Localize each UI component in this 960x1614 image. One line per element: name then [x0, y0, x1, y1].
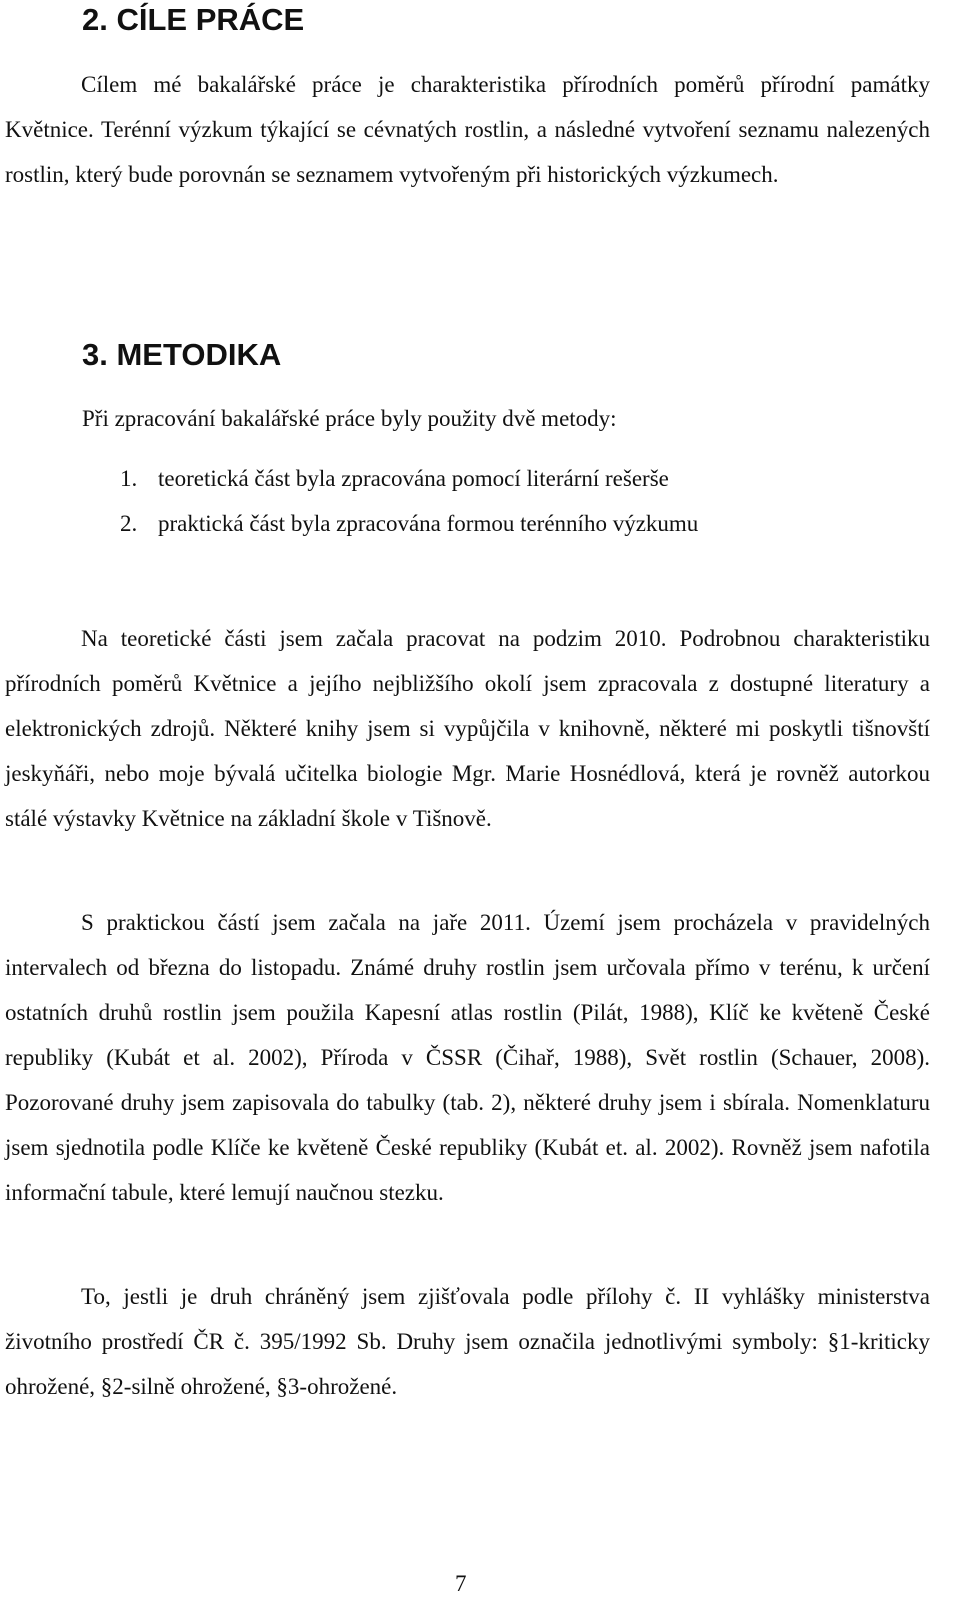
section-heading-goals: 2. CÍLE PRÁCE	[82, 2, 305, 37]
list-item-text: praktická část byla zpracována formou terénního výzkumu	[158, 511, 699, 536]
list-item-number: 2.	[120, 511, 138, 536]
list-item	[120, 456, 698, 501]
theory-paragraph: Na teoretické části jsem začala pracovat na podzim 2010. Podrobnou charakteristiku přírodních poměrů Květnice a jejího nejbližšího okolí jsem zpracovala z dostupné literatury a elektronických zdrojů. Některé knihy jsem si vypůjčila v knihovně, některé mi poskytli tišnovští jeskyňáři, nebo moje bývalá učitelka biologie Mgr. Marie Hosnédlová, která je rovněž autorkou stálé výstavky Květnice na základní škole v Tišnově.	[5, 626, 930, 831]
methodology-intro: Při zpracování bakalářské práce byly použity dvě metody:	[82, 406, 617, 431]
list-item	[120, 501, 698, 546]
section-heading-methodology: 3. METODIKA	[82, 337, 282, 372]
goals-paragraph: Cílem mé bakalářské práce je charakteristika přírodních poměrů přírodní památky Květnice. Terénní výzkum týkající se cévnatých rostlin, a následné vytvoření seznamu nalezených rostlin, který bude porovnán se seznamem vytvořeným při historických výzkumech.	[5, 72, 930, 187]
methods-list	[120, 456, 698, 546]
page-number: 7	[455, 1571, 467, 1596]
list-item-text: teoretická část byla zpracována pomocí literární rešerše	[158, 466, 669, 491]
protection-paragraph: To, jestli je druh chráněný jsem zjišťovala podle přílohy č. II vyhlášky ministerstva životního prostředí ČR č. 395/1992 Sb. Druhy jsem označila jednotlivými symboly: §1-kriticky ohrožené, §2-silně ohrožené, §3-ohrožené.	[5, 1284, 930, 1399]
list-item-number: 1.	[120, 466, 138, 491]
practice-paragraph: S praktickou částí jsem začala na jaře 2011. Území jsem procházela v pravidelných intervalech od března do listopadu. Známé druhy rostlin jsem určovala přímo v terénu, k určení ostatních druhů rostlin jsem použila Kapesní atlas rostlin (Pilát, 1988), Klíč ke květeně České republiky (Kubát et al. 2002), Příroda v ČSSR (Čihař, 1988), Svět rostlin (Schauer, 2008). Pozorované druhy jsem zapisovala do tabulky (tab. 2), některé druhy jsem i sbírala. Nomenklaturu jsem sjednotila podle Klíče ke květeně České republiky (Kubát et. al. 2002). Rovněž jsem nafotila informační tabule, které lemují naučnou stezku.	[5, 910, 930, 1205]
